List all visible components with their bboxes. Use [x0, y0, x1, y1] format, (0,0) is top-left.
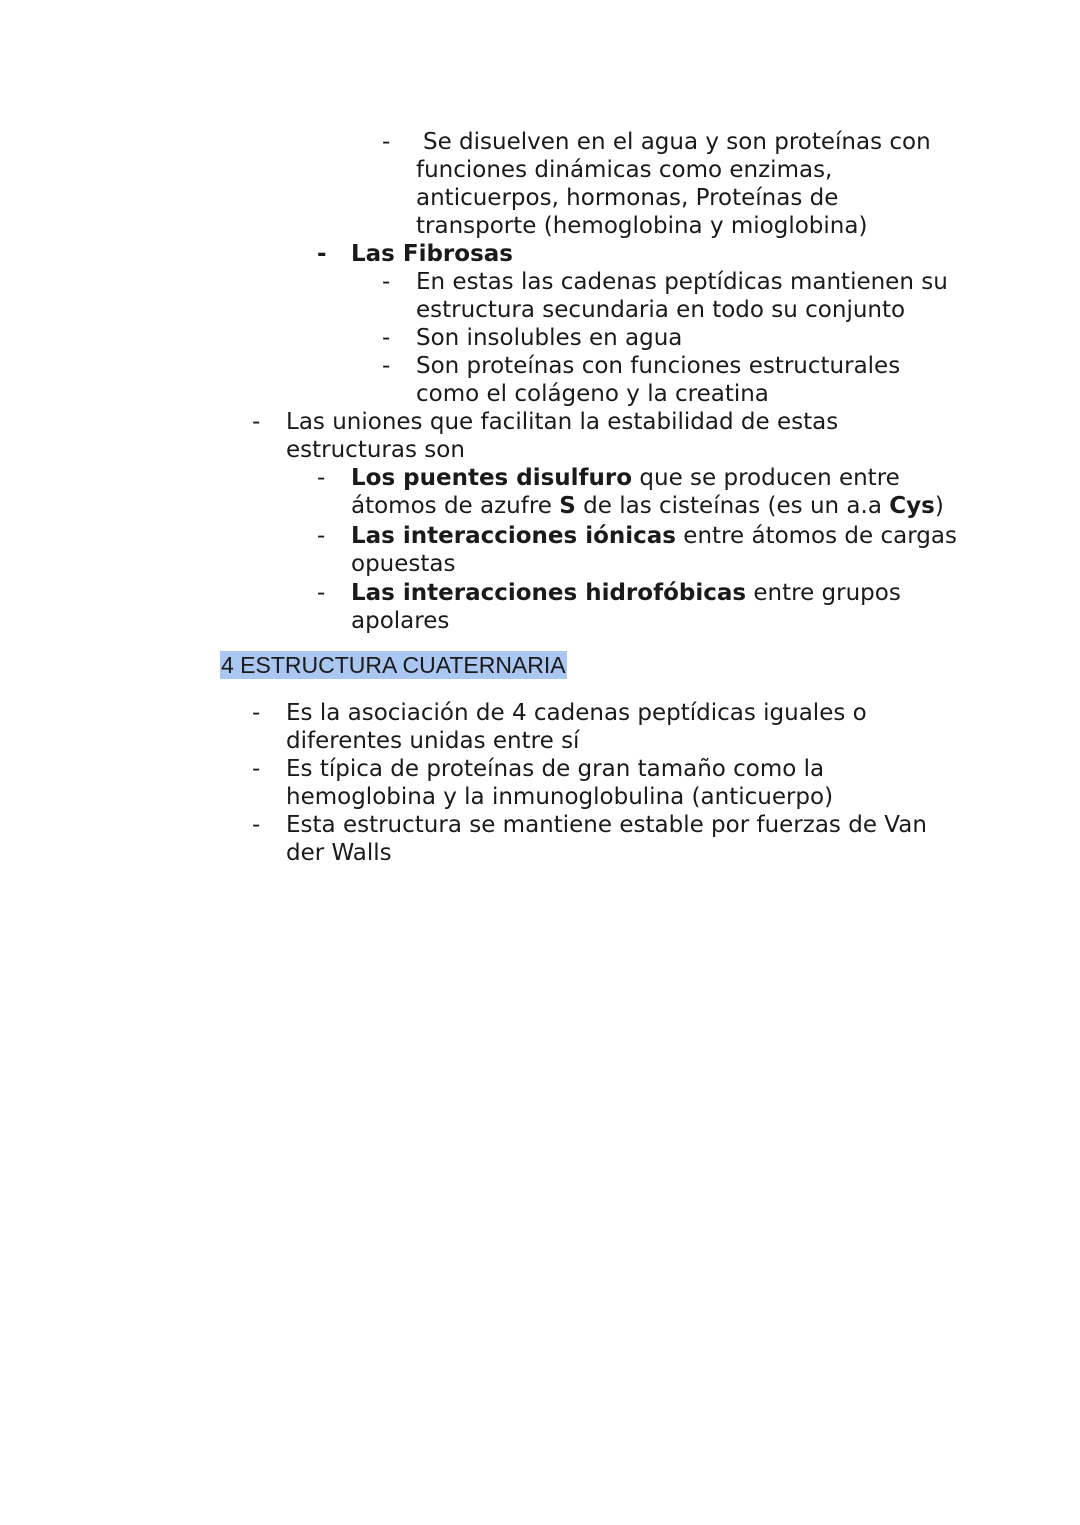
bullet-dash: -: [252, 812, 261, 838]
bullet-dash: -: [317, 241, 327, 267]
list-item-text: Es típica de proteínas de gran tamaño como la: [286, 756, 825, 782]
list-item-text: der Walls: [286, 840, 392, 866]
list-item-text: anticuerpos, hormonas, Proteínas de: [416, 185, 839, 211]
fibrosas-title: Las Fibrosas: [351, 241, 513, 267]
list-item-text: Es la asociación de 4 cadenas peptídicas iguales o: [286, 700, 867, 726]
bold-term: Los puentes disulfuro: [351, 465, 633, 491]
section-heading: 4 ESTRUCTURA CUATERNARIA: [221, 652, 566, 678]
list-item-text: opuestas: [351, 551, 456, 577]
text-run: entre grupos: [746, 580, 901, 606]
bold-term: Las interacciones hidrofóbicas: [351, 580, 747, 606]
list-item-text: hemoglobina y la inmunoglobulina (anticuerpo): [286, 784, 834, 810]
bullet-dash: -: [382, 269, 391, 295]
list-item-text: funciones dinámicas como enzimas,: [416, 157, 833, 183]
list-item-text: [351, 579, 901, 607]
bullet-dash: -: [252, 409, 261, 435]
list-item-text: Son insolubles en agua: [416, 325, 683, 351]
bullet-dash: -: [252, 700, 261, 726]
bullet-dash: -: [317, 523, 326, 549]
text-run: que se producen entre: [632, 465, 900, 491]
bullet-dash: -: [252, 756, 261, 782]
list-item-text: diferentes unidas entre sí: [286, 728, 580, 754]
list-item-text: apolares: [351, 608, 450, 634]
bullet-dash: -: [382, 325, 391, 351]
list-item-text: estructura secundaria en todo su conjunto: [416, 297, 906, 323]
bold-term: Las interacciones iónicas: [351, 523, 676, 549]
list-item-text: como el colágeno y la creatina: [416, 381, 769, 407]
list-item-text: Son proteínas con funciones estructurales: [416, 353, 901, 379]
text-run: entre átomos de cargas: [676, 523, 957, 549]
text-run: átomos de azufre: [351, 493, 560, 519]
bullet-dash: -: [317, 465, 326, 491]
list-item-text: transporte (hemoglobina y mioglobina): [416, 213, 868, 239]
list-item-text: Esta estructura se mantiene estable por fuerzas de Van: [286, 812, 927, 838]
list-item-text: estructuras son: [286, 437, 465, 463]
text-run: ): [934, 493, 944, 519]
bullet-dash: -: [382, 353, 391, 379]
bold-term: S: [559, 493, 576, 519]
bullet-dash: -: [382, 129, 391, 155]
bold-term: Cys: [889, 493, 935, 519]
list-item-text: [351, 464, 900, 492]
text-run: de las cisteínas (es un a.a: [575, 493, 890, 519]
bullet-dash: -: [317, 580, 326, 606]
list-item-text: En estas las cadenas peptídicas mantienen su: [416, 269, 948, 295]
list-item-text: [351, 522, 957, 550]
list-item-text: [351, 492, 944, 520]
list-item-text: Las uniones que facilitan la estabilidad de estas: [286, 409, 839, 435]
list-item-text: Se disuelven en el agua y son proteínas con: [423, 129, 931, 155]
